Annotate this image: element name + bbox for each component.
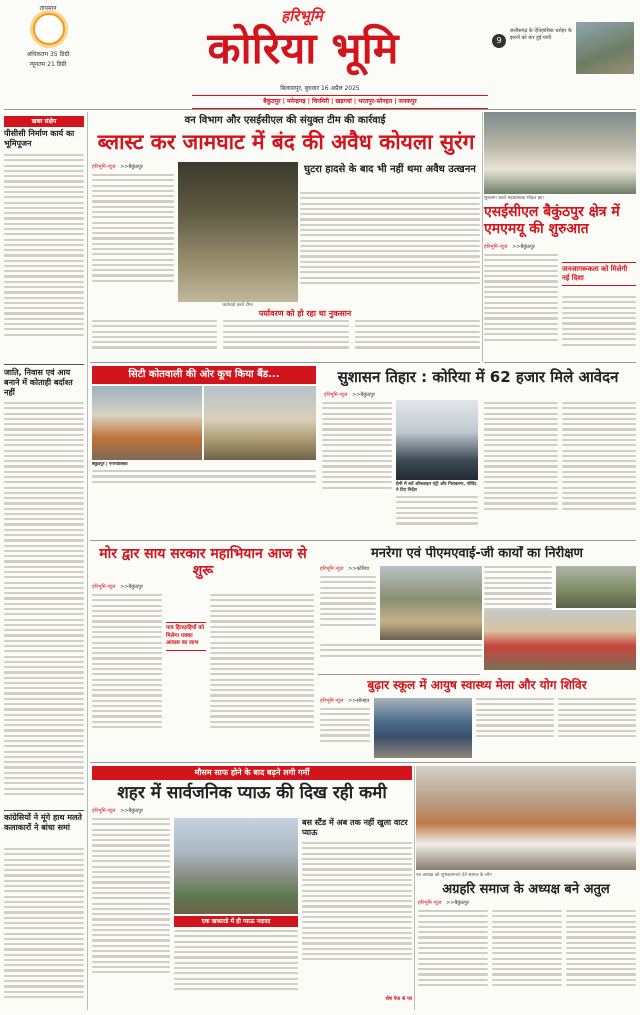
sidebar-news-3[interactable] (4, 813, 84, 833)
pyau-headline[interactable]: शहर में सार्वजनिक प्याऊ की दिख रही कमी (117, 783, 387, 803)
sidebar-divider (4, 810, 84, 811)
promo-number: 9 (492, 34, 506, 48)
mor-dwar-body (92, 594, 162, 758)
top-story-headline[interactable]: ब्लास्ट कर जामघाट में बंद की अवैध कोयला सुरंग (97, 130, 475, 154)
top-story-photo (178, 162, 298, 302)
section-divider (90, 540, 636, 541)
brand-logo: हरिभूमि (281, 7, 323, 25)
manrega-body (320, 576, 376, 640)
byline-place: >>कोरिया (348, 566, 370, 572)
kotwali-caption (92, 462, 316, 486)
temperature-min: न्यूनतम 21 डिग्री (29, 61, 67, 68)
dateline: बिलासपुर, बुधवार 16 अप्रैल 2025 (280, 85, 360, 92)
byline-source: हरिभूमि न्यूज (324, 392, 348, 398)
kotwali-headline[interactable]: सिटी कोतवाली की ओर कूच किया बैंड... (92, 366, 316, 384)
kotwali-photo-left (92, 386, 202, 460)
section-divider (318, 674, 480, 675)
masthead-divider (4, 109, 636, 110)
pyau-continue[interactable]: शेष पेज 4 पर (385, 996, 412, 1002)
budhar-body (476, 698, 636, 760)
sushasan-body (484, 402, 558, 538)
budhar-headline[interactable]: बुढ़ार स्कूल में आयुष स्वास्थ्य मेला और योग शिविर (367, 678, 587, 692)
byline-source: हरिभूमि न्यूज (92, 584, 116, 590)
side-story-headline[interactable]: घुटरा हादसे के बाद भी नहीं थमा अवैध उत्खनन (304, 164, 476, 175)
section-divider (90, 762, 636, 763)
byline-place: >>बैकुंठपुर (352, 392, 375, 398)
sidebar-label: खबर संक्षेप (4, 116, 84, 127)
agrahari-photo (416, 766, 636, 870)
mor-dwar-byline (92, 584, 212, 590)
byline-source: हरिभूमि न्यूज (92, 164, 116, 170)
byline-source: हरिभूमि न्यूज (320, 566, 344, 572)
top-story-subhead: पर्यावरण को हो रहा था नुकसान (258, 309, 352, 318)
budhar-photo (374, 698, 472, 758)
pyau-kicker: मौसम साफ होने के बाद बढ़ने लगी गर्मी (92, 766, 412, 780)
mor-dwar-pull-quote: पात्र हितग्राहियों को मिलेगा पक्का आवास का लाभ (166, 622, 206, 651)
edition-cities: बैकुंठपुर | मनेन्द्रगढ़ | चिरमिरी | खड़गवां | भरतपुर-सोनहत | जनकपुर (263, 98, 417, 105)
sidebar-news-title: जाति, निवास एवं आय बनाने में कोताही बर्दाश्त नहीं (4, 368, 73, 397)
right-top-body (484, 254, 558, 362)
right-top-photo (484, 112, 636, 194)
byline-place: >>सोनहत (348, 698, 370, 704)
sushasan-photo-caption: ग्रेमी में करें ऑनलाइन एंट्री और निराकरण, गोविंद ने दिए निर्देश (396, 482, 477, 493)
sushasan-byline (324, 392, 444, 398)
top-story-body-lower (92, 320, 480, 360)
right-top-byline (484, 244, 584, 250)
agrahari-photo-caption: नव अध्यक्ष को शुभकामनाएं देते समाज के लोग (416, 873, 492, 878)
top-story-kicker: वन विभाग और एसईसीएल की संयुक्त टीम की कार्रवाई (184, 115, 386, 126)
byline-place: >>बैकुंठपुर (120, 584, 143, 590)
right-top-headline[interactable]: एसईसीएल बैकुंठपुर क्षेत्र में एमएमयू की शुरुआत (484, 204, 620, 237)
sidebar-news-body (4, 154, 84, 354)
promo-text: छत्तीसगढ़ के ऐतिहासिक धरोहर के झरनों को धार हुई पानी (510, 28, 572, 41)
sushasan-headline[interactable]: सुशासन तिहार : कोरिया में 62 हजार मिले आवेदन (337, 368, 619, 386)
aawa-pani-photo (484, 610, 636, 670)
mor-dwar-headline[interactable]: मोर द्वार साय सरकार महाभियान आज से शुरू (99, 546, 307, 579)
manrega-body (320, 644, 482, 668)
promo-box[interactable] (492, 22, 636, 80)
side-story-body (300, 192, 480, 304)
kotwali-photo-right (204, 386, 316, 460)
byline-source: हरिभूमि न्यूज (418, 900, 442, 906)
pyau-body (92, 818, 170, 1008)
byline-place: >>बैकुंठपुर (446, 900, 469, 906)
pyau-photo (174, 818, 298, 914)
sidebar-news-body (4, 848, 84, 1008)
temperature-max: अधिकतम 35 डिग्री (26, 51, 70, 58)
pyau-byline (92, 808, 212, 814)
sidebar-news-title: कांग्रेसियों ने मूंगे हाथ मलते कलाकारों ने बांधा समां (4, 813, 82, 832)
pyau-body (174, 930, 298, 1008)
manrega-photo (380, 566, 482, 640)
pyau-column-rule (414, 766, 415, 1010)
kotwali-caption-lead: बैकुंठपुर | नगरपालिका (92, 462, 128, 467)
byline-source: हरिभूमि न्यूज (484, 244, 508, 250)
right-top-pull-quote: जनजागरूकता को मिलेगी नई दिशा (562, 262, 636, 286)
section-divider (484, 362, 636, 363)
byline-place: >>बैकुंठपुर (120, 808, 143, 814)
sidebar-news-1[interactable] (4, 129, 84, 149)
sushasan-body (322, 402, 392, 512)
agrahari-headline[interactable]: अग्रहरि समाज के अध्यक्ष बने अतुल (442, 882, 610, 897)
sun-icon (33, 13, 65, 45)
manrega-photo-right (556, 566, 636, 608)
sushasan-photo (396, 400, 478, 480)
byline-place: >>बैकुंठपुर (120, 164, 143, 170)
right-top-body (562, 296, 636, 362)
manrega-headline[interactable]: मनरेगा एवं पीएमएवाई-जी कार्यों का निरीक्षण (371, 546, 583, 561)
sidebar-news-title: पीसीसी निर्माण कार्य का भूमिपूजन (4, 129, 75, 148)
right-top-photo-caption: सुशासन करते महाप्रबंधक भीडल झा। (484, 196, 545, 201)
sushasan-body (396, 496, 478, 538)
agrahari-body (418, 910, 636, 1010)
budhar-body (320, 708, 370, 758)
temperature-label: तापमान (39, 5, 57, 12)
edition-title: कोरिया भूमि (207, 24, 399, 74)
city-strip (192, 95, 488, 109)
top-story-body (92, 174, 174, 302)
sidebar-column-rule (87, 112, 88, 1010)
sidebar-news-body (4, 402, 84, 807)
top-story-photo-caption: कार्रवाई करते टीम। (222, 303, 254, 308)
byline-place: >>बैकुंठपुर (512, 244, 535, 250)
promo-photo (576, 22, 634, 74)
sidebar-news-2[interactable] (4, 368, 84, 398)
pyau-body (302, 842, 412, 992)
mor-dwar-body (210, 594, 314, 758)
right-column-rule (482, 112, 483, 362)
byline-source: हरिभूमि न्यूज (92, 808, 116, 814)
temperature-box (6, 4, 90, 86)
pyau-sub-headline[interactable]: बस स्टैंड में अब तक नहीं खुला वाटर प्याऊ (302, 818, 408, 837)
section-divider (90, 362, 480, 363)
byline-source: हरिभूमि न्यूज (320, 698, 344, 704)
agrahari-byline (418, 900, 518, 906)
sidebar-divider (4, 364, 84, 365)
pyau-photo-caption: एक खकारडे में ही प्याऊ नदारद (174, 916, 298, 927)
top-story-byline (92, 164, 172, 170)
sushasan-body (562, 402, 636, 538)
